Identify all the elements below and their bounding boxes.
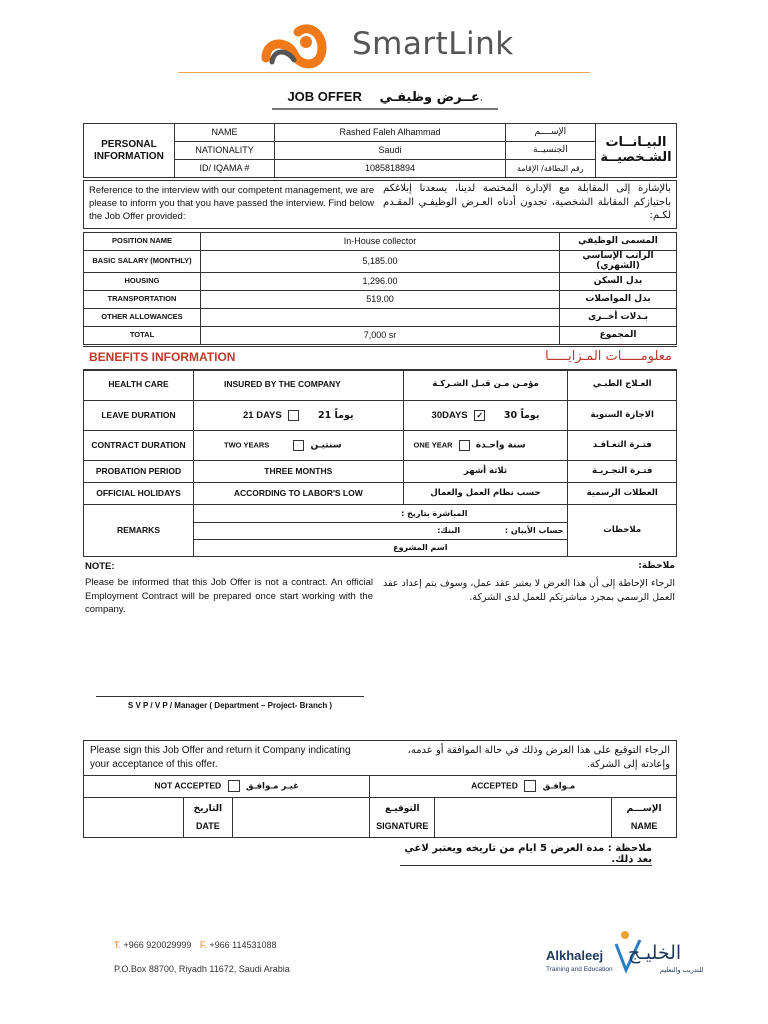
remarks-label-ar: ملاحظات bbox=[568, 505, 677, 557]
contract-two-years-en: TWO YEARS bbox=[224, 440, 270, 450]
transportation-label: TRANSPORTATION bbox=[84, 290, 201, 308]
total-label-ar: المجموع bbox=[560, 326, 677, 344]
health-care-value: INSURED BY THE COMPANY bbox=[194, 370, 404, 401]
phone-label: T. bbox=[114, 940, 122, 950]
remarks-iban: حساب الأيبان : bbox=[504, 526, 564, 536]
leave-option-30 bbox=[403, 401, 568, 431]
name-field[interactable] bbox=[435, 798, 612, 838]
title-mark: ، bbox=[479, 94, 483, 103]
health-care-label: HEALTH CARE bbox=[84, 370, 194, 401]
signatory-label: S V P / V P / Manager ( Department – Project- Branch ) bbox=[127, 701, 333, 710]
date-field[interactable] bbox=[84, 798, 184, 838]
remarks-start-date: المباشرة بتاريخ : bbox=[194, 505, 568, 523]
benefits-table bbox=[83, 369, 677, 557]
reference-text-ar: بالإشارة إلى المقابلة مع الإدارة المختصة لدينا، يسعدنا إبلاغكم باجتيازكم المقابلة الشخصية، تجدون أدناه العـرض الوظيفـي المقـدم لكـم: bbox=[383, 183, 671, 221]
contract-duration-label: CONTRACT DURATION bbox=[84, 431, 194, 461]
official-holidays-label: OFFICIAL HOLIDAYS bbox=[84, 483, 194, 505]
contract-duration-label-ar: فتـرة التعـاقـد bbox=[568, 431, 677, 461]
personal-section-label: PERSONAL INFORMATION bbox=[84, 124, 175, 178]
id-label: ID/ IQAMA # bbox=[174, 160, 274, 178]
position-value: In-House collector bbox=[201, 233, 560, 251]
leave-30-en: 30DAYS bbox=[431, 409, 468, 421]
nationality-label: NATIONALITY bbox=[174, 142, 274, 160]
contract-one-year-ar: سنة واحـدة bbox=[475, 440, 526, 451]
other-allowances-value bbox=[201, 308, 560, 326]
probation-label: PROBATION PERIOD bbox=[84, 461, 194, 483]
not-accepted-option bbox=[84, 776, 370, 798]
signature-label-ar: التوقيـع bbox=[384, 804, 420, 815]
id-label-ar: رقم البطاقة/ الإقامة bbox=[505, 160, 595, 178]
contract-two-years-checkbox[interactable] bbox=[293, 440, 304, 451]
benefits-title-ar: معلومـــــات المـزايـــــا bbox=[545, 349, 672, 364]
alkhaleej-tagline-ar: للتدريب والتعليم bbox=[660, 966, 704, 974]
benefits-title: BENEFITS INFORMATION bbox=[89, 350, 236, 364]
name-value: Rashed Faleh Alhammad bbox=[275, 124, 505, 142]
phone-number: +966 920029999 bbox=[123, 940, 192, 950]
name-sign-label bbox=[612, 798, 677, 838]
signature-label-en: SIGNATURE bbox=[376, 820, 429, 831]
salary-table bbox=[83, 232, 677, 345]
header-divider bbox=[178, 72, 590, 73]
signatory-line bbox=[96, 696, 364, 697]
nationality-value: Saudi bbox=[275, 142, 505, 160]
date-label-ar: التاريخ bbox=[193, 804, 223, 815]
offer-validity-note: ملاحظة : مدة العرض 5 ايام من تاريخه ويعتبر لاغي بعد ذلك. bbox=[400, 843, 652, 866]
housing-label-ar: بدل السكن bbox=[560, 272, 677, 290]
basic-salary-label-ar: الراتب الإساسي (الشهري) bbox=[560, 251, 677, 273]
accepted-ar: مـوافـق bbox=[542, 781, 576, 792]
note-title-ar: ملاحظة: bbox=[638, 561, 675, 571]
signature-field[interactable] bbox=[232, 798, 370, 838]
alkhaleej-logo-en: Alkhaleej bbox=[546, 948, 604, 963]
remarks-bank-row bbox=[194, 523, 568, 540]
acceptance-table bbox=[83, 740, 677, 838]
leave-duration-label-ar: الاجازة السنوية bbox=[568, 401, 677, 431]
title-en: JOB OFFER bbox=[287, 89, 362, 104]
not-accepted-en: NOT ACCEPTED bbox=[154, 780, 222, 791]
official-holidays-label-ar: العطلات الرسمية bbox=[568, 483, 677, 505]
name-sign-label-ar: الإســـم bbox=[626, 804, 662, 815]
other-allowances-label-ar: بـدلات أخــرى bbox=[560, 308, 677, 326]
contract-option-two-years bbox=[194, 431, 404, 461]
not-accepted-ar: غيـر مـوافـق bbox=[245, 781, 299, 792]
total-value: 7,000 sr bbox=[201, 326, 560, 344]
housing-value: 1,296.00 bbox=[201, 272, 560, 290]
remarks-project: اسم المشروع bbox=[194, 540, 568, 557]
fax-number: +966 114531088 bbox=[209, 940, 277, 950]
leave-21-ar: 21 يوماً bbox=[318, 409, 354, 421]
page-title bbox=[272, 86, 498, 110]
basic-salary-label: BASIC SALARY (MONTHLY) bbox=[84, 251, 201, 273]
contract-one-year-checkbox[interactable] bbox=[459, 440, 470, 451]
accepted-option bbox=[370, 776, 677, 798]
leave-duration-label: LEAVE DURATION bbox=[84, 401, 194, 431]
accepted-en: ACCEPTED bbox=[471, 780, 518, 791]
reference-text-en: Reference to the interview with our competent management, we are please to inform you that you have passed the interview. Find below the Job Offer provided: bbox=[89, 185, 375, 222]
housing-label: HOUSING bbox=[84, 272, 201, 290]
sign-instruction-ar: الرجاء التوقيع على هذا العرض وذلك في حالة الموافقة أو عدمه، وإعادته إلى الشركة. bbox=[370, 741, 677, 776]
name-label-ar: الإســــم bbox=[505, 124, 595, 142]
total-label: TOTAL bbox=[84, 326, 201, 344]
personal-section-label-ar: البيـانــات الشـخصيــة bbox=[595, 124, 676, 178]
signature-label bbox=[370, 798, 435, 838]
name-label: NAME bbox=[174, 124, 274, 142]
sign-instruction-en: Please sign this Job Offer and return it Company indicating your acceptance of this offer. bbox=[84, 741, 370, 776]
leave-21-checkbox[interactable] bbox=[288, 410, 299, 421]
basic-salary-value: 5,185.00 bbox=[201, 251, 560, 273]
other-allowances-label: OTHER ALLOWANCES bbox=[84, 308, 201, 326]
probation-label-ar: فتـرة التجـربـة bbox=[568, 461, 677, 483]
probation-value: THREE MONTHS bbox=[194, 461, 404, 483]
leave-30-ar: 30 يوماً bbox=[503, 409, 540, 421]
contract-option-one-year bbox=[403, 431, 568, 461]
name-sign-label-en: NAME bbox=[630, 820, 658, 831]
footer-contact bbox=[114, 940, 277, 950]
contract-one-year-en: ONE YEAR bbox=[413, 440, 453, 450]
probation-value-ar: ثلاثة أشهر bbox=[403, 461, 568, 483]
brand-name: SmartLink bbox=[352, 26, 514, 62]
date-label bbox=[183, 798, 232, 838]
leave-option-21 bbox=[194, 401, 404, 431]
official-holidays-value-ar: حسب نظام العمل والعمال bbox=[403, 483, 568, 505]
note-text-ar: الرجاء الإحاطة إلى أن هذا العرض لا يعتبر عقد عمل، وسوف يتم إعداد عقد العمل الرسمي بمجرد مباشرتكم للعمل لدى الشركة. bbox=[383, 578, 675, 603]
health-care-value-ar: مؤمـن مـن قبـل الشـركـة bbox=[403, 370, 568, 401]
position-label-ar: المسمى الوظيفي bbox=[560, 233, 677, 251]
note-text-en: Please be informed that this Job Offer is not a contract. An official Employment Contract will be prepared once start working with the company. bbox=[85, 577, 373, 615]
official-holidays-value: ACCORDING TO LABOR'S LOW bbox=[194, 483, 404, 505]
alkhaleej-logo-ar: الخليـج bbox=[628, 942, 682, 964]
note-title: NOTE: bbox=[85, 561, 115, 572]
leave-21-en: 21 DAYS bbox=[243, 409, 282, 421]
personal-info-table bbox=[83, 123, 677, 178]
contract-two-years-ar: سنتيـن bbox=[310, 440, 342, 451]
fax-label: F. bbox=[199, 940, 207, 950]
position-label: POSITION NAME bbox=[84, 233, 201, 251]
footer-address: P.O.Box 88700, Riyadh 11672, Saudi Arabia bbox=[114, 964, 290, 974]
date-label-en: DATE bbox=[195, 820, 220, 831]
remarks-label: REMARKS bbox=[84, 505, 194, 557]
transportation-label-ar: بدل المواصلات bbox=[560, 290, 677, 308]
accepted-checkbox[interactable] bbox=[524, 780, 536, 792]
title-ar: عــرض وظيفـي bbox=[379, 90, 480, 105]
not-accepted-checkbox[interactable] bbox=[228, 780, 240, 792]
alkhaleej-tagline-en: Training and Education bbox=[546, 966, 613, 973]
id-value: 1085818894 bbox=[275, 160, 505, 178]
transportation-value: 519.00 bbox=[201, 290, 560, 308]
health-care-label-ar: العـلاج الطبـي bbox=[568, 370, 677, 401]
leave-30-checkbox[interactable]: ✓ bbox=[474, 410, 485, 421]
remarks-bank: البنك: bbox=[437, 526, 461, 536]
nationality-label-ar: الجنسيــة bbox=[505, 142, 595, 160]
